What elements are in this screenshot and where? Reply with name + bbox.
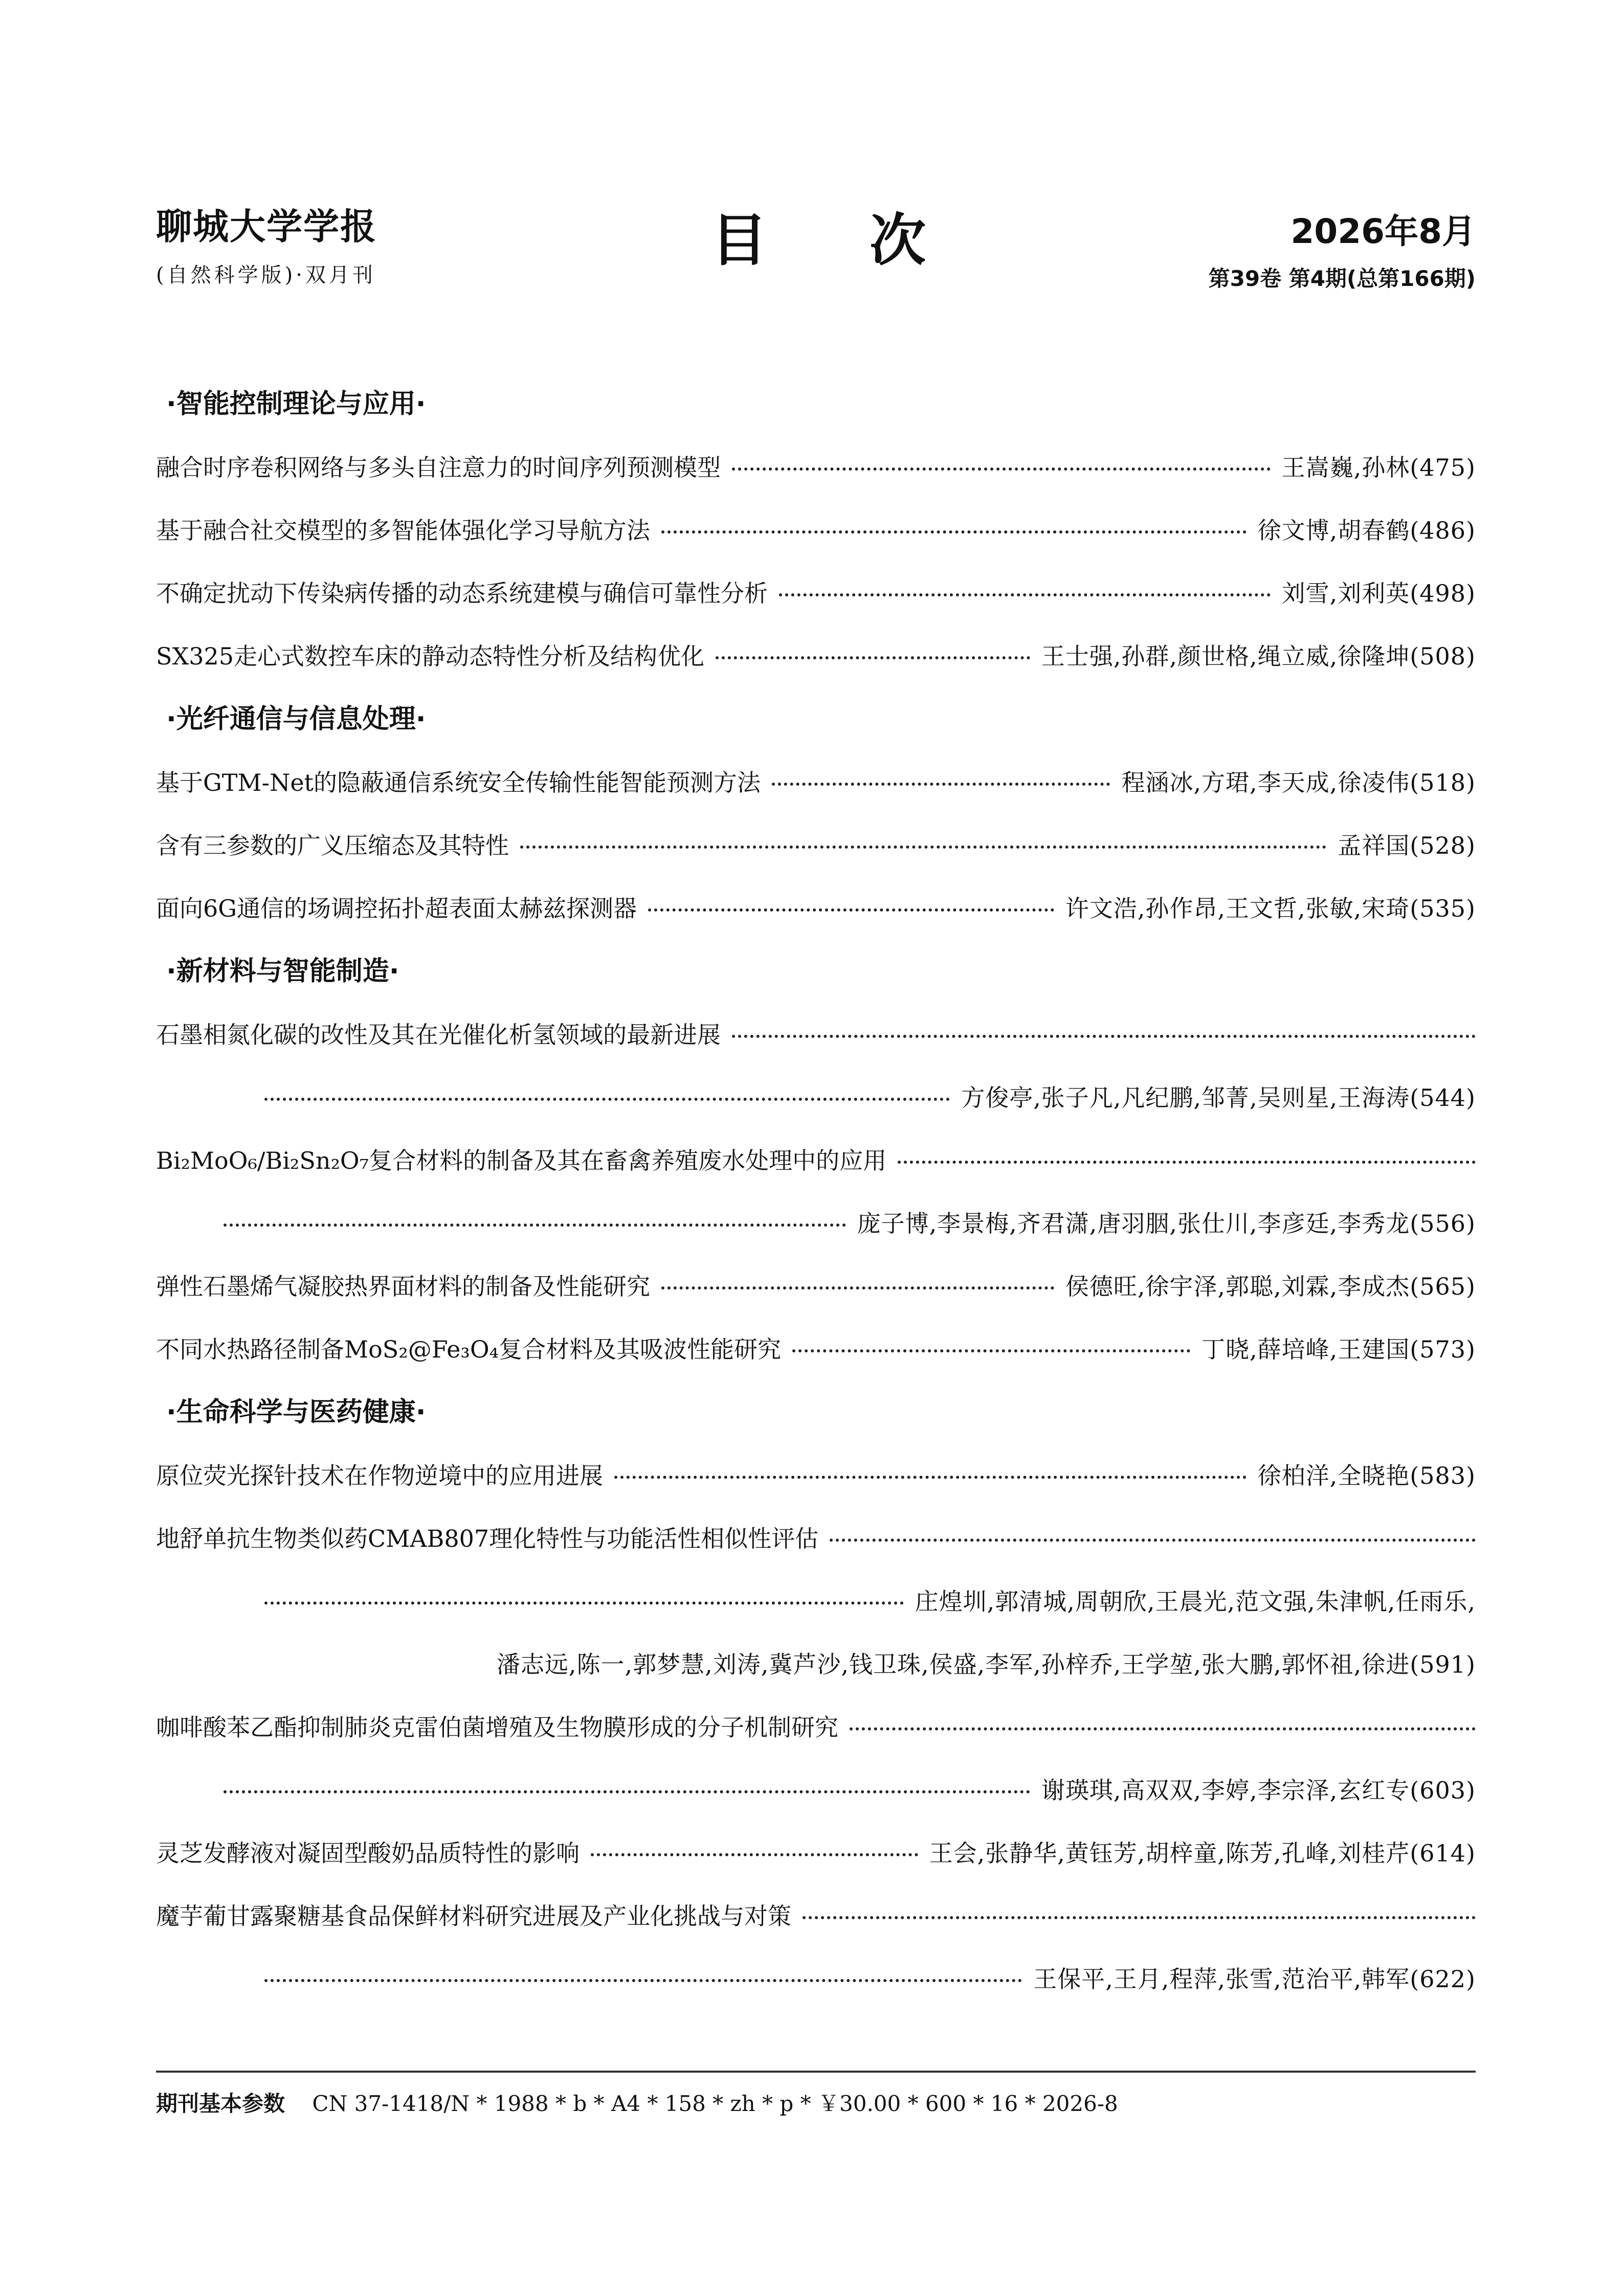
journal-header [156, 206, 377, 287]
dot-leader [661, 530, 1247, 534]
toc-entry[interactable] [156, 1895, 1476, 1958]
dot-leader [648, 908, 1054, 912]
toc-entry-continuation [156, 1076, 1476, 1139]
dot-leader [716, 656, 1030, 659]
toc-entry[interactable] [156, 1328, 1476, 1391]
entry-title: SX325走心式数控车床的静动态特性分析及结构优化 [156, 642, 705, 670]
entry-title: 含有三参数的广义压缩态及其特性 [156, 832, 509, 859]
entry-authors: 庞子博,李景梅,齐君潇,唐羽胭,张仕川,李彦廷,李秀龙(556) [857, 1210, 1476, 1237]
entry-title: 地舒单抗生物类似药CMAB807理化特性与功能活性相似性评估 [156, 1525, 819, 1552]
toc-entry[interactable] [156, 509, 1476, 572]
entry-title: 不确定扰动下传染病传播的动态系统建模与确信可靠性分析 [156, 580, 768, 607]
entry-authors: 侯德旺,徐宇泽,郭聪,刘霖,李成杰(565) [1065, 1273, 1476, 1300]
entry-authors: 程涵冰,方珺,李天成,徐凌伟(518) [1121, 769, 1476, 796]
entry-title: 石墨相氮化碳的改性及其在光催化析氢领域的最新进展 [156, 1021, 721, 1049]
section-heading: ·智能控制理论与应用· [166, 389, 426, 419]
dot-leader [803, 1916, 1476, 1919]
footer-params: CN 37-1418/N * 1988 * b * A4 * 158 * zh * p * ￥30.00 * 600 * 16 * 2026-8 [312, 2091, 1118, 2116]
toc-entry[interactable] [156, 761, 1476, 824]
dot-leader [264, 1602, 904, 1605]
dot-leader [850, 1727, 1476, 1730]
journal-edition: (自然科学版)·双月刊 [156, 263, 376, 287]
entry-authors: 方俊亭,张子凡,凡纪鹏,邹菁,吴则星,王海涛(544) [961, 1084, 1476, 1112]
toc-entry[interactable] [156, 572, 1476, 635]
dot-leader [898, 1161, 1476, 1164]
entry-authors: 孟祥国(528) [1338, 832, 1476, 859]
toc-entry[interactable] [156, 1454, 1476, 1517]
dot-leader [591, 1853, 918, 1856]
dot-leader [779, 593, 1271, 596]
toc-title: 目次 [711, 208, 1028, 273]
entry-title: 基于融合社交模型的多智能体强化学习导航方法 [156, 517, 650, 544]
issue-header [1208, 212, 1476, 291]
entry-authors: 王嵩巍,孙林(475) [1281, 454, 1476, 481]
section-heading: ·生命科学与医药健康· [166, 1397, 426, 1428]
issue-number: 第39卷 第4期(总第166期) [1208, 266, 1476, 291]
toc-entry[interactable] [156, 824, 1476, 887]
toc-list [156, 383, 1476, 2020]
entry-authors: 王会,张静华,黄钰芳,胡梓童,陈芳,孔峰,刘桂芹(614) [929, 1839, 1476, 1867]
journal-name: 聊城大学学报 [156, 206, 377, 248]
toc-entry-continuation [156, 1202, 1476, 1265]
dot-leader [224, 1790, 1030, 1793]
entry-title: 融合时序卷积网络与多头自注意力的时间序列预测模型 [156, 454, 721, 481]
entry-title: 弹性石墨烯气凝胶热界面材料的制备及性能研究 [156, 1273, 650, 1300]
footer-label: 期刊基本参数 [156, 2091, 285, 2116]
entry-authors: 谢瑛琪,高双双,李婷,李宗泽,玄红专(603) [1041, 1776, 1476, 1804]
dot-leader [732, 1035, 1476, 1038]
dot-leader [772, 783, 1110, 786]
dot-leader [830, 1539, 1476, 1542]
toc-entry-continuation [156, 1643, 1476, 1706]
toc-entry[interactable] [156, 1832, 1476, 1895]
entry-title: Bi₂MoO₆/Bi₂Sn₂O₇复合材料的制备及其在畜禽养殖废水处理中的应用 [156, 1147, 887, 1174]
dot-leader [520, 846, 1326, 849]
entry-authors: 王保平,王月,程萍,张雪,范治平,韩军(622) [1033, 1965, 1476, 1993]
footer-divider [156, 2071, 1476, 2073]
dot-leader [264, 1979, 1022, 1982]
entry-title: 原位荧光探针技术在作物逆境中的应用进展 [156, 1462, 603, 1490]
toc-entry-continuation [156, 1769, 1476, 1832]
entry-title: 基于GTM-Net的隐蔽通信系统安全传输性能智能预测方法 [156, 769, 761, 796]
toc-entry-continuation [156, 1580, 1476, 1643]
dot-leader [264, 1098, 950, 1101]
entry-authors: 徐文博,胡春鹤(486) [1257, 517, 1476, 544]
toc-entry[interactable] [156, 1517, 1476, 1580]
toc-entry[interactable] [156, 887, 1476, 950]
entry-authors: 王士强,孙群,颜世格,绳立威,徐隆坤(508) [1041, 642, 1476, 670]
entry-authors: 丁晓,薛培峰,王建国(573) [1202, 1336, 1476, 1363]
entry-title: 面向6G通信的场调控拓扑超表面太赫兹探测器 [156, 895, 637, 922]
entry-title: 魔芋葡甘露聚糖基食品保鲜材料研究进展及产业化挑战与对策 [156, 1902, 791, 1930]
dot-leader [224, 1224, 846, 1227]
section-heading: ·光纤通信与信息处理· [166, 704, 426, 735]
toc-entry[interactable] [156, 635, 1476, 698]
toc-entry-continuation [156, 1958, 1476, 2020]
toc-entry[interactable] [156, 1013, 1476, 1076]
entry-authors: 刘雪,刘利英(498) [1281, 580, 1476, 607]
dot-leader [732, 468, 1271, 471]
entry-title: 咖啡酸苯乙酯抑制肺炎克雷伯菌增殖及生物膜形成的分子机制研究 [156, 1714, 838, 1741]
toc-entry[interactable] [156, 446, 1476, 509]
toc-entry[interactable] [156, 1265, 1476, 1328]
entry-title: 灵芝发酵液对凝固型酸奶品质特性的影响 [156, 1839, 580, 1867]
entry-authors: 许文浩,孙作昂,王文哲,张敏,宋琦(535) [1065, 895, 1476, 922]
section-heading: ·新材料与智能制造· [166, 956, 399, 987]
dot-leader [661, 1286, 1054, 1290]
entry-title: 不同水热路径制备MoS₂@Fe₃O₄复合材料及其吸波性能研究 [156, 1336, 781, 1363]
entry-authors: 潘志远,陈一,郭梦慧,刘涛,冀芦沙,钱卫珠,侯盛,李军,孙梓乔,王学堃,张大鹏,郭怀祖,徐进(591) [496, 1651, 1476, 1678]
entry-authors: 庄煌圳,郭清城,周朝欣,王晨光,范文强,朱津帆,任雨乐, [915, 1588, 1476, 1615]
entry-authors: 徐柏洋,全晓艳(583) [1257, 1462, 1476, 1490]
dot-leader [614, 1476, 1247, 1479]
dot-leader [792, 1349, 1190, 1352]
toc-entry[interactable] [156, 1139, 1476, 1202]
issue-date: 2026年8月 [1291, 212, 1476, 251]
footer [156, 2093, 1118, 2115]
toc-entry[interactable] [156, 1706, 1476, 1769]
